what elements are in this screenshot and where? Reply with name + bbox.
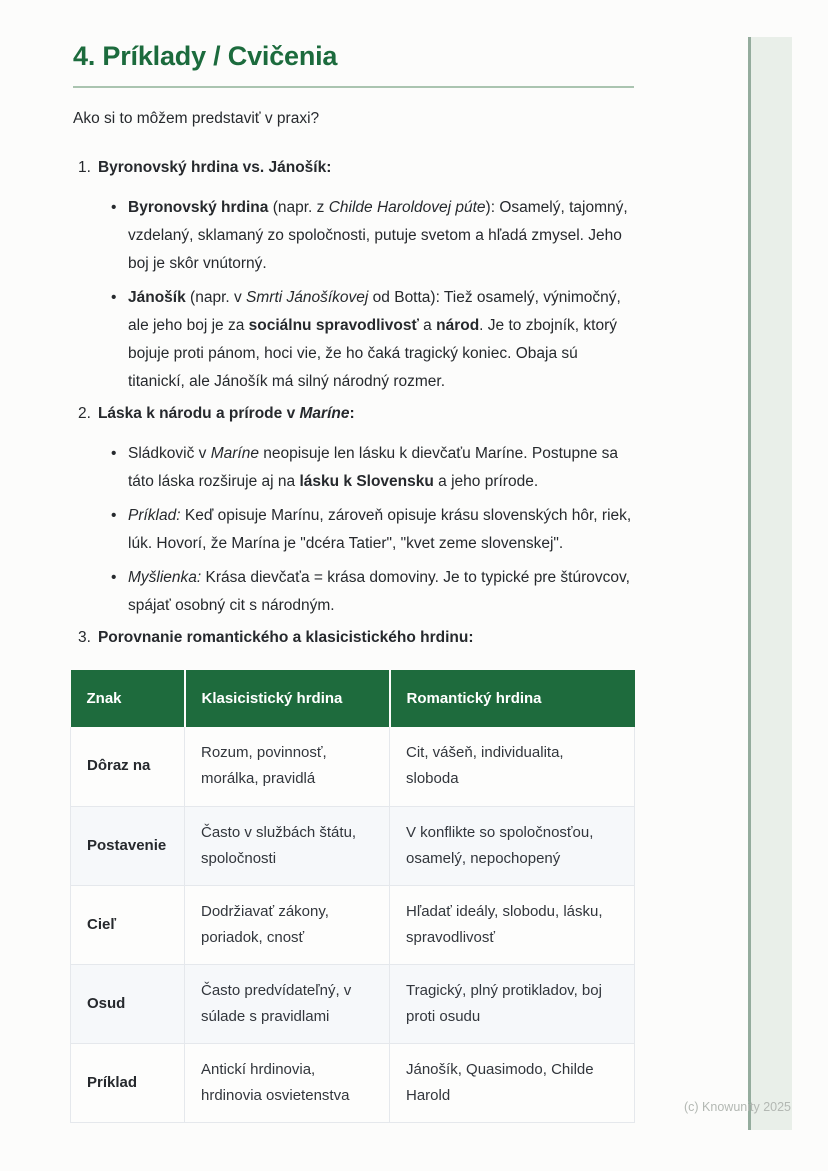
list-item-heading: [73, 402, 634, 426]
list-item-heading-text: Porovnanie romantického a klasicistického hrdinu:: [97, 629, 474, 646]
table-row: [71, 727, 635, 806]
bullet-marker: •: [111, 507, 117, 524]
cell-romanticky: Tragický, plný protikladov, boj proti osudu: [390, 964, 635, 1043]
section-title: 4. Príklady / Cvičenia: [73, 40, 634, 88]
examples-list: [73, 156, 634, 650]
table-row: [71, 885, 635, 964]
list-item-2: [73, 402, 634, 620]
bullet-text: Jánošík (napr. v Smrti Jánošíkovej od Botta): Tiež osamelý, výnimočný, ale jeho boj je za sociálnu spravodlivosť a národ. Je to zbojník, ktorý bojuje proti pánom, hoci vie, že ho čaká tragický koniec. Obaja sú titanickí, ale Jánošík má silný národný rozmer.: [128, 289, 621, 390]
bullet-text: Myšlienka: Krása dievčaťa = krása domoviny. Je to typické pre štúrovcov, spájať osobný cit s národným.: [128, 569, 630, 614]
table-header: [71, 670, 635, 727]
cell-klasicisticky: Antickí hrdinovia, hrdinovia osvietenstva: [185, 1043, 390, 1122]
comparison-table: [70, 670, 635, 1123]
table-header-klasicisticky: Klasicistický hrdina: [185, 670, 390, 727]
row-label: Cieľ: [71, 885, 185, 964]
table-row: [71, 964, 635, 1043]
intro-question: Ako si to môžem predstaviť v praxi?: [73, 110, 320, 127]
cell-romanticky: Jánošík, Quasimodo, Childe Harold: [390, 1043, 635, 1122]
bullet-list: [73, 440, 634, 620]
row-label: Príklad: [71, 1043, 185, 1122]
bullet-item: [73, 440, 634, 496]
bullet-marker: •: [111, 445, 117, 462]
cell-romanticky: Hľadať ideály, slobodu, lásku, spravodlivosť: [390, 885, 635, 964]
cell-klasicisticky: Často v službách štátu, spoločnosti: [185, 806, 390, 885]
bullet-item: [73, 284, 634, 396]
bullet-marker: •: [111, 289, 117, 306]
table-body: [71, 727, 635, 1122]
list-item-heading-text: Byronovský hrdina vs. Jánošík:: [97, 159, 332, 176]
cell-romanticky: Cit, vášeň, individualita, sloboda: [390, 727, 635, 806]
list-item-number: 2.: [78, 405, 91, 422]
bullet-item: [73, 564, 634, 620]
table-header-znak: Znak: [71, 670, 185, 727]
bullet-item: [73, 502, 634, 558]
row-label: Postavenie: [71, 806, 185, 885]
table-row: [71, 806, 635, 885]
table-header-row: [71, 670, 635, 727]
binding-stripe: [748, 37, 792, 1130]
list-item-1: [73, 156, 634, 396]
table-header-romanticky: Romantický hrdina: [390, 670, 635, 727]
cell-klasicisticky: Často predvídateľný, v súlade s pravidlami: [185, 964, 390, 1043]
bullet-marker: •: [111, 569, 117, 586]
bullet-text: Sládkovič v Maríne neopisuje len lásku k dievčaťu Maríne. Postupne sa táto láska rozširuje aj na lásku k Slovensku a jeho prírode.: [128, 445, 619, 490]
list-item-number: 1.: [78, 159, 91, 176]
row-label: Osud: [71, 964, 185, 1043]
bullet-text: Príklad: Keď opisuje Marínu, zároveň opisuje krásu slovenských hôr, riek, lúk. Hovorí, že Marína je "dcéra Tatier", "kvet zeme slovenskej".: [128, 507, 632, 552]
list-item-number: 3.: [78, 629, 91, 646]
row-label: Dôraz na: [71, 727, 185, 806]
document-content: [73, 40, 634, 1123]
list-item-3: [73, 626, 634, 650]
list-item-heading-text: Láska k národu a prírode v Maríne:: [97, 405, 355, 422]
table-row: [71, 1043, 635, 1122]
copyright-watermark: (c) Knowunity 2025: [684, 1100, 792, 1114]
cell-klasicisticky: Rozum, povinnosť, morálka, pravidlá: [185, 727, 390, 806]
bullet-marker: •: [111, 199, 117, 216]
list-item-heading: [73, 156, 634, 180]
bullet-item: [73, 194, 634, 278]
cell-klasicisticky: Dodržiavať zákony, poriadok, cnosť: [185, 885, 390, 964]
bullet-text: Byronovský hrdina (napr. z Childe Haroldovej púte): Osamelý, tajomný, vzdelaný, sklamaný zo spoločnosti, putuje svetom a hľadá zmysel. Jeho boj je skôr vnútorný.: [128, 199, 628, 272]
list-item-heading: [73, 626, 634, 650]
bullet-list: [73, 194, 634, 396]
cell-romanticky: V konflikte so spoločnosťou, osamelý, nepochopený: [390, 806, 635, 885]
